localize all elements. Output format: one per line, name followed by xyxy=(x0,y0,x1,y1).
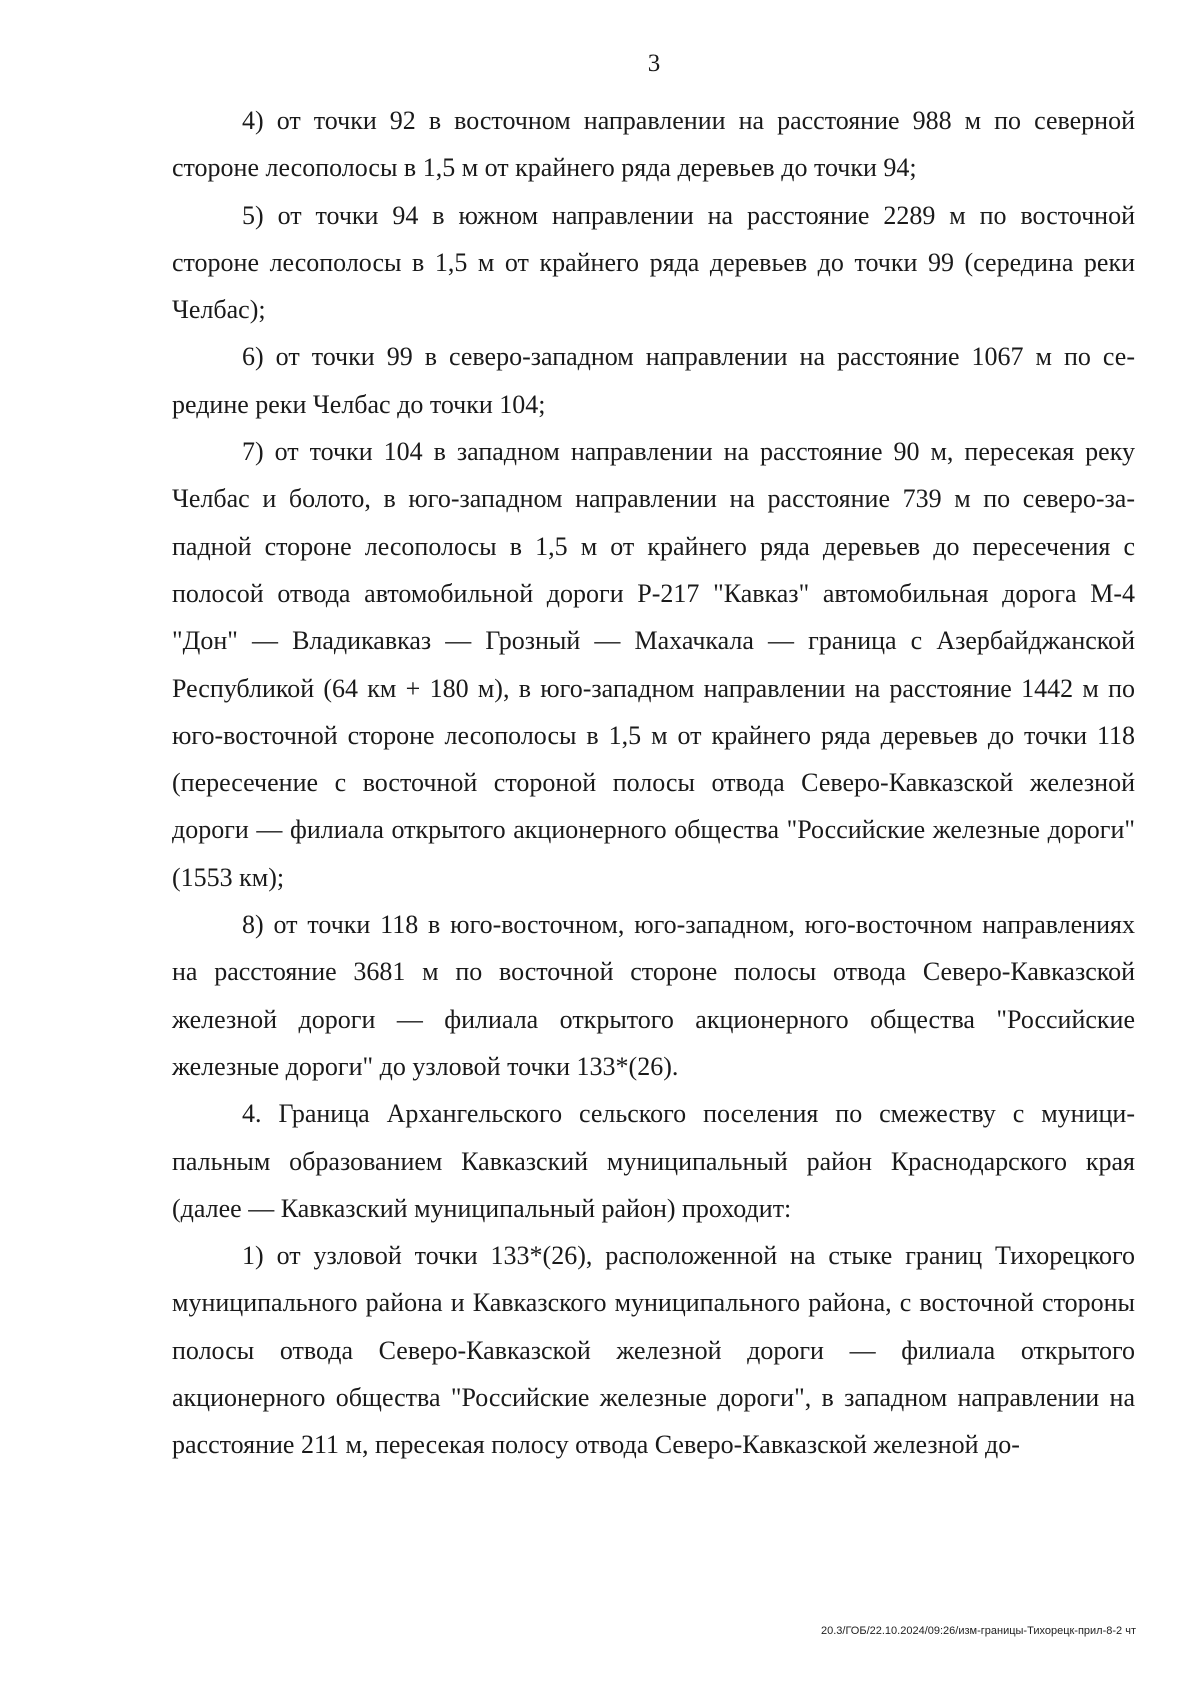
paragraph-item-7: 7) от точки 104 в западном направлении на расстояние 90 м, пересекая реку Челбас и болото, в юго-западном направлении на расстояние 739 м по северо-западной стороне лесополосы в 1,5 м от крайнего ряда деревьев до пересечения с полосой отвода автомобильной дороги Р-217 "Кавказ" автомобильная дорога М-4 "Дон" — Владикавказ — Грозный — Махачкала — граница с Азербайджанской Республикой (64 км + 180 м), в юго-западном направлении на расстояние 1442 м по юго-восточной стороне лесополосы в 1,5 м от крайнего ряда деревьев до точки 118 (пересечение с восточной стороной полосы отвода Северо-Кавказской железной дороги — филиала открытого акционерного общества "Российские железные дороги" (1553 км); xyxy=(172,437,1135,892)
paragraph-item-8: 8) от точки 118 в юго-восточном, юго-западном, юго-восточном направлениях на расстояние 3681 м по восточной стороне полосы отвода Северо-Кавказской железной дороги — филиала открытого акционерного общества "Российские железные дороги" до узловой точки 133*(26). xyxy=(172,910,1135,1081)
page-number: 3 xyxy=(647,50,661,77)
document-body xyxy=(172,97,1135,1469)
document-footer-code: 20.3/ГОБ/22.10.2024/09:26/изм-границы-Тихорецк-прил-8-2 чт xyxy=(821,1625,1136,1637)
paragraph-item-5: 5) от точки 94 в южном направлении на расстояние 2289 м по восточной стороне лесополосы в 1,5 м от крайнего ряда деревьев до точки 99 (середина реки Челбас); xyxy=(172,200,1135,325)
paragraph-item-6: 6) от точки 99 в северо-западном направлении на расстояние 1067 м по середине реки Челбас до точки 104; xyxy=(172,342,1135,419)
paragraph-section-4-item-1: 1) от узловой точки 133*(26), расположенной на стыке границ Тихорецкого муниципального района и Кавказского муниципального района, с восточной стороны полосы отвода Северо-Кавказской железной дороги — филиала открытого акционерного общества "Российские железные дороги", в западном направлении на расстояние 211 м, пересекая полосу отвода Северо-Кавказской железной до- xyxy=(172,1241,1135,1460)
paragraph-item-4: 4) от точки 92 в восточном направлении на расстояние 988 м по северной стороне лесополосы в 1,5 м от крайнего ряда деревьев до точки 94; xyxy=(172,106,1135,183)
section-4-heading-paragraph: 4. Граница Архангельского сельского поселения по смежеству с муниципальным образованием Кавказский муниципальный район Краснодарского края (далее — Кавказский муниципальный район) проходит: xyxy=(172,1099,1135,1223)
